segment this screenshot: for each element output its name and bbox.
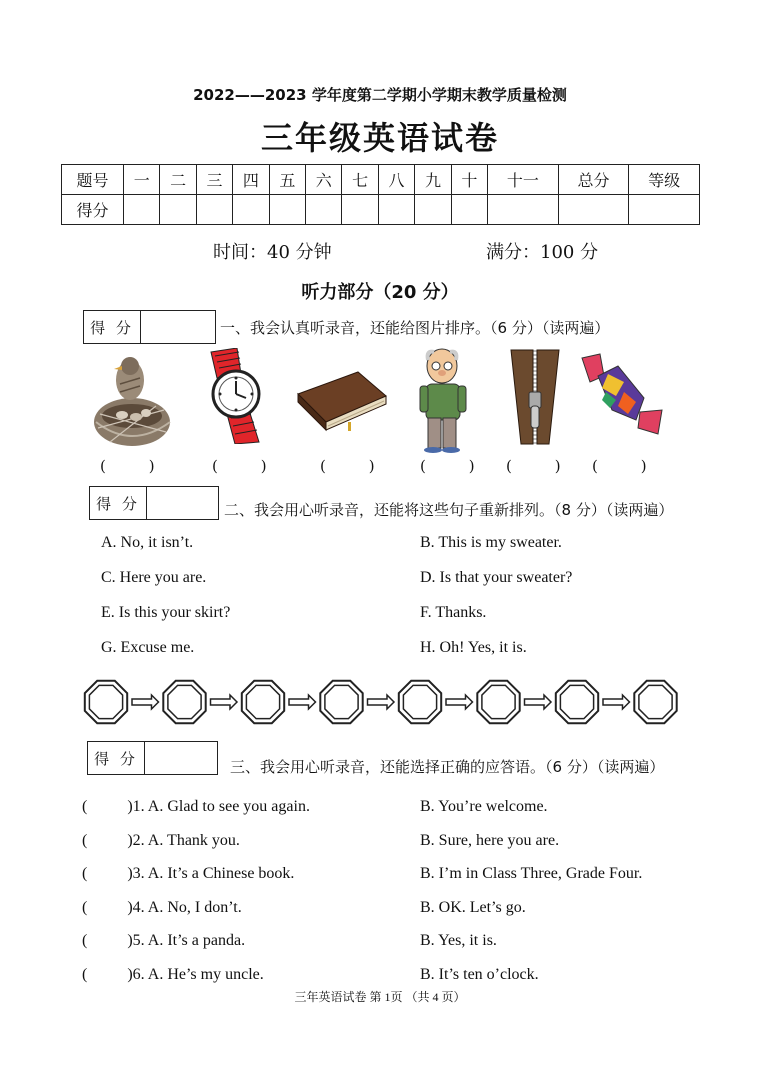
- score-table: [61, 164, 700, 225]
- zipper-icon: [507, 348, 563, 446]
- score-input-cell[interactable]: [160, 195, 196, 225]
- score-input-cell[interactable]: [196, 195, 232, 225]
- book-icon: [296, 370, 388, 432]
- exam-time: 时间：40 分钟: [213, 242, 332, 263]
- table-cell: 三: [196, 165, 232, 195]
- right-arrow-icon: [525, 695, 552, 709]
- score-box-blank[interactable]: [145, 742, 217, 774]
- answer-paren[interactable]: ( ): [506, 457, 561, 475]
- section3-score-box: [87, 741, 218, 775]
- exam-title: 三年级英语试卷: [260, 119, 499, 157]
- sentence-item: G. Excuse me.: [101, 639, 195, 656]
- sentence-item: H. Oh! Yes, it is.: [420, 639, 527, 656]
- right-arrow-icon: [446, 695, 473, 709]
- question-option-b: B. It’s ten o’clock.: [420, 966, 539, 983]
- listening-section-title: 听力部分（20 分）: [301, 282, 459, 303]
- question-option-b: B. I’m in Class Three, Grade Four.: [420, 865, 643, 882]
- table-cell: 等级: [629, 165, 700, 195]
- sentence-item: C. Here you are.: [101, 569, 207, 586]
- score-box-blank[interactable]: [141, 311, 215, 343]
- page-footer: 三年英语试卷 第 1页 （共 4 页）: [294, 990, 466, 1004]
- table-cell: 一: [124, 165, 160, 195]
- score-input-cell[interactable]: [233, 195, 269, 225]
- answer-paren[interactable]: ( ): [212, 457, 267, 475]
- answer-paren[interactable]: ( ): [592, 457, 647, 475]
- section3-title: 三、我会用心听录音，还能选择正确的应答语。（6 分）（读两遍）: [230, 758, 665, 776]
- answer-paren[interactable]: ( ): [100, 457, 155, 475]
- sentence-item: E. Is this your skirt?: [101, 604, 231, 621]
- table-cell: 十一: [488, 165, 559, 195]
- answer-octagon[interactable]: [320, 681, 362, 723]
- score-box-label: 得 分: [84, 311, 141, 343]
- bird-nest-icon: [90, 350, 174, 450]
- question-item[interactable]: ( )1. A. Glad to see you again.: [82, 798, 310, 815]
- sentence-item: B. This is my sweater.: [420, 534, 562, 551]
- score-input-cell[interactable]: [342, 195, 378, 225]
- right-arrow-icon: [289, 695, 316, 709]
- table-cell: 得分: [62, 195, 124, 225]
- score-input-cell[interactable]: [451, 195, 487, 225]
- table-cell: 四: [233, 165, 269, 195]
- score-input-cell[interactable]: [488, 195, 559, 225]
- full-score: 满分：100 分: [486, 242, 599, 263]
- score-input-cell[interactable]: [558, 195, 629, 225]
- answer-octagon[interactable]: [85, 681, 127, 723]
- exam-subtitle: 2022——2023 学年度第二学期小学期末教学质量检测: [193, 86, 567, 104]
- candy-icon: [578, 352, 664, 438]
- section1-score-box: [83, 310, 216, 344]
- question-item[interactable]: ( )5. A. It’s a panda.: [82, 932, 246, 949]
- right-arrow-icon: [132, 695, 159, 709]
- question-item[interactable]: ( )4. A. No, I don’t.: [82, 899, 242, 916]
- answer-octagon[interactable]: [477, 681, 519, 723]
- answer-octagon[interactable]: [634, 681, 676, 723]
- sentence-item: F. Thanks.: [420, 604, 487, 621]
- answer-octagon[interactable]: [556, 681, 598, 723]
- ordering-chain: [80, 676, 680, 728]
- table-cell: 八: [378, 165, 414, 195]
- table-cell: 十: [451, 165, 487, 195]
- answer-octagon[interactable]: [242, 681, 284, 723]
- sentence-item: A. No, it isn’t.: [101, 534, 194, 551]
- question-option-b: B. OK. Let’s go.: [420, 899, 526, 916]
- question-item[interactable]: ( )3. A. It’s a Chinese book.: [82, 865, 295, 882]
- watch-icon: [203, 348, 269, 444]
- answer-paren[interactable]: ( ): [320, 457, 375, 475]
- answer-octagon[interactable]: [163, 681, 205, 723]
- question-option-b: B. You’re welcome.: [420, 798, 548, 815]
- score-box-blank[interactable]: [147, 487, 218, 519]
- table-cell: 六: [306, 165, 342, 195]
- score-input-cell[interactable]: [269, 195, 305, 225]
- score-input-cell[interactable]: [306, 195, 342, 225]
- question-item[interactable]: ( )6. A. He’s my uncle.: [82, 966, 264, 983]
- score-input-cell[interactable]: [415, 195, 451, 225]
- section1-title: 一、我会认真听录音，还能给图片排序。（6 分）（读两遍）: [220, 319, 610, 337]
- score-box-label: 得 分: [88, 742, 145, 774]
- section2-score-box: [89, 486, 219, 520]
- question-option-b: B. Yes, it is.: [420, 932, 497, 949]
- score-input-cell[interactable]: [124, 195, 160, 225]
- answer-octagon[interactable]: [399, 681, 441, 723]
- table-cell: 九: [415, 165, 451, 195]
- score-table-score-row: [62, 195, 700, 225]
- right-arrow-icon: [211, 695, 238, 709]
- table-cell: 题号: [62, 165, 124, 195]
- table-cell: 七: [342, 165, 378, 195]
- score-box-label: 得 分: [90, 487, 147, 519]
- question-option-b: B. Sure, here you are.: [420, 832, 560, 849]
- section2-title: 二、我会用心听录音，还能将这些句子重新排列。（8 分）（读两遍）: [224, 501, 674, 519]
- score-input-cell[interactable]: [378, 195, 414, 225]
- score-table-header-row: [62, 165, 700, 195]
- question-item[interactable]: ( )2. A. Thank you.: [82, 832, 240, 849]
- table-cell: 二: [160, 165, 196, 195]
- right-arrow-icon: [603, 695, 630, 709]
- table-cell: 总分: [558, 165, 629, 195]
- score-input-cell[interactable]: [629, 195, 700, 225]
- sentence-item: D. Is that your sweater?: [420, 569, 573, 586]
- right-arrow-icon: [368, 695, 395, 709]
- grandpa-icon: [412, 346, 476, 454]
- table-cell: 五: [269, 165, 305, 195]
- answer-paren[interactable]: ( ): [420, 457, 475, 475]
